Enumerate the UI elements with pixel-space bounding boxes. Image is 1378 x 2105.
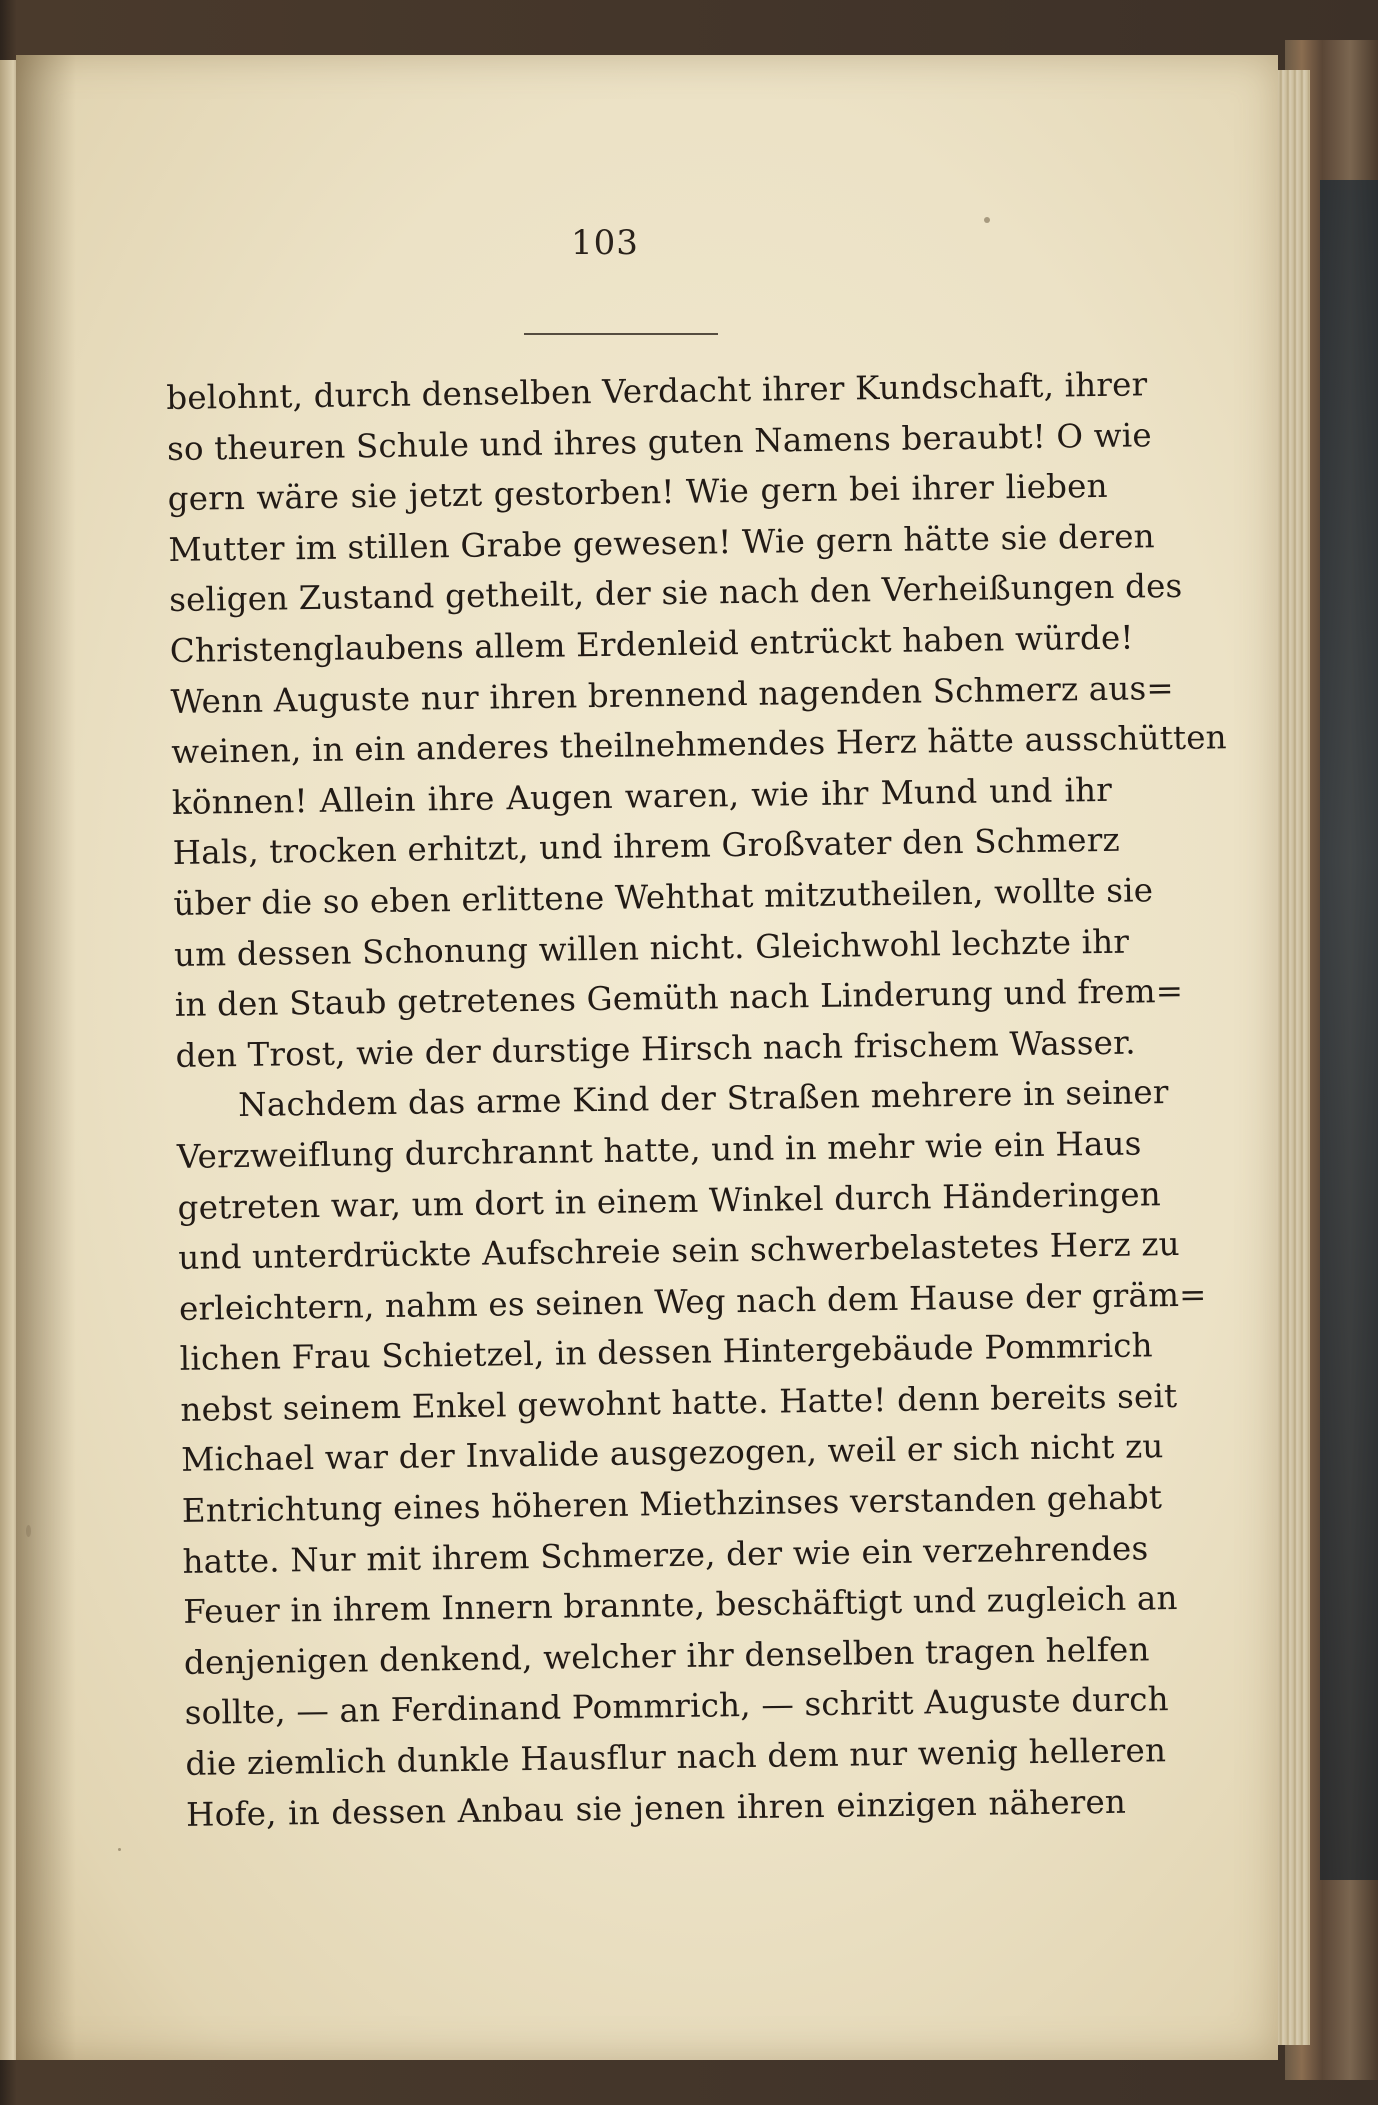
paragraph-start-line: Nachdem das arme Kind der Straßen mehrere in seiner [237,1073,1169,1125]
text-line: und unterdrückte Aufschreie sein schwerbelastetes Herz zu [178,1225,1181,1278]
text-line: über die so eben erlittene Wehthat mitzutheilen, wollte sie [173,871,1154,923]
text-line: hatte. Nur mit ihrem Schmerze, der wie ein verzehrendes [182,1529,1149,1581]
body-text [166,360,1228,1840]
text-line: lichen Frau Schietzel, in dessen Hintergebäude Pommrich [179,1326,1153,1379]
cover-stain [1320,180,1378,1880]
text-line: Hals, trocken erhitzt, und ihrem Großvater den Schmerz [172,821,1121,873]
text-line: Verzweiflung durchrannt hatte, und in mehr wie ein Haus [176,1124,1142,1176]
text-line: weinen, in ein anderes theilnehmendes Herz hätte ausschütten [171,718,1228,772]
text-line: Hofe, in dessen Anbau sie jenen ihren einzigen näheren [185,1782,1127,1834]
text-line: so theuren Schule und ihres guten Namens beraubt! O wie [166,415,1153,468]
text-line: Wenn Auguste nur ihren brennend nagenden Schmerz aus= [170,668,1175,721]
gutter-shadow [16,55,76,2060]
text-line: können! Allein ihre Augen waren, wie ihr Mund und ihr [171,770,1113,822]
text-line: nebst seinem Enkel gewohnt hatte. Hatte! denn bereits seit [180,1376,1178,1429]
text-line: Christenglaubens allem Erdenleid entrückt haben würde! [169,618,1134,670]
text-line: in den Staub getretenes Gemüth nach Linderung und frem= [174,971,1184,1025]
text-line: getreten war, um dort in einem Winkel durch Händeringen [177,1174,1162,1227]
text-line: gern wäre sie jetzt gestorben! Wie gern bei ihrer lieben [167,467,1108,519]
text-line: sollte, — an Ferdinand Pommrich, — schritt Auguste durch [184,1680,1170,1733]
text-line: Michael war der Invalide ausgezogen, weil er sich nicht zu [180,1427,1164,1480]
header-rule [524,333,718,335]
text-line: belohnt, durch denselben Verdacht ihrer Kundschaft, ihrer [166,365,1148,417]
text-line: denjenigen denkend, welcher ihr denselben tragen helfen [183,1630,1150,1682]
page-number: 103 [571,223,639,263]
paper-speck [118,1848,121,1851]
text-line: Entrichtung eines höheren Miethzinses verstanden gehabt [181,1478,1163,1530]
text-line: seligen Zustand getheilt, der sie nach den Verheißungen des [168,567,1183,620]
paper-speck [26,1525,31,1537]
text-line: Mutter im stillen Grabe gewesen! Wie gern hätte sie deren [168,516,1155,569]
text-line: die ziemlich dunkle Hausflur nach dem nur wenig helleren [185,1731,1167,1783]
text-line: Feuer in ihrem Innern brannte, beschäftigt und zugleich an [183,1579,1178,1632]
book-page [16,55,1278,2060]
text-line: erleichtern, nahm es seinen Weg nach dem Hause der gräm= [178,1275,1207,1328]
text-line: um dessen Schonung willen nicht. Gleichwohl lechzte ihr [173,922,1130,974]
paragraph-end-line: den Trost, wie der durstige Hirsch nach frischem Wasser. [175,1023,1137,1075]
